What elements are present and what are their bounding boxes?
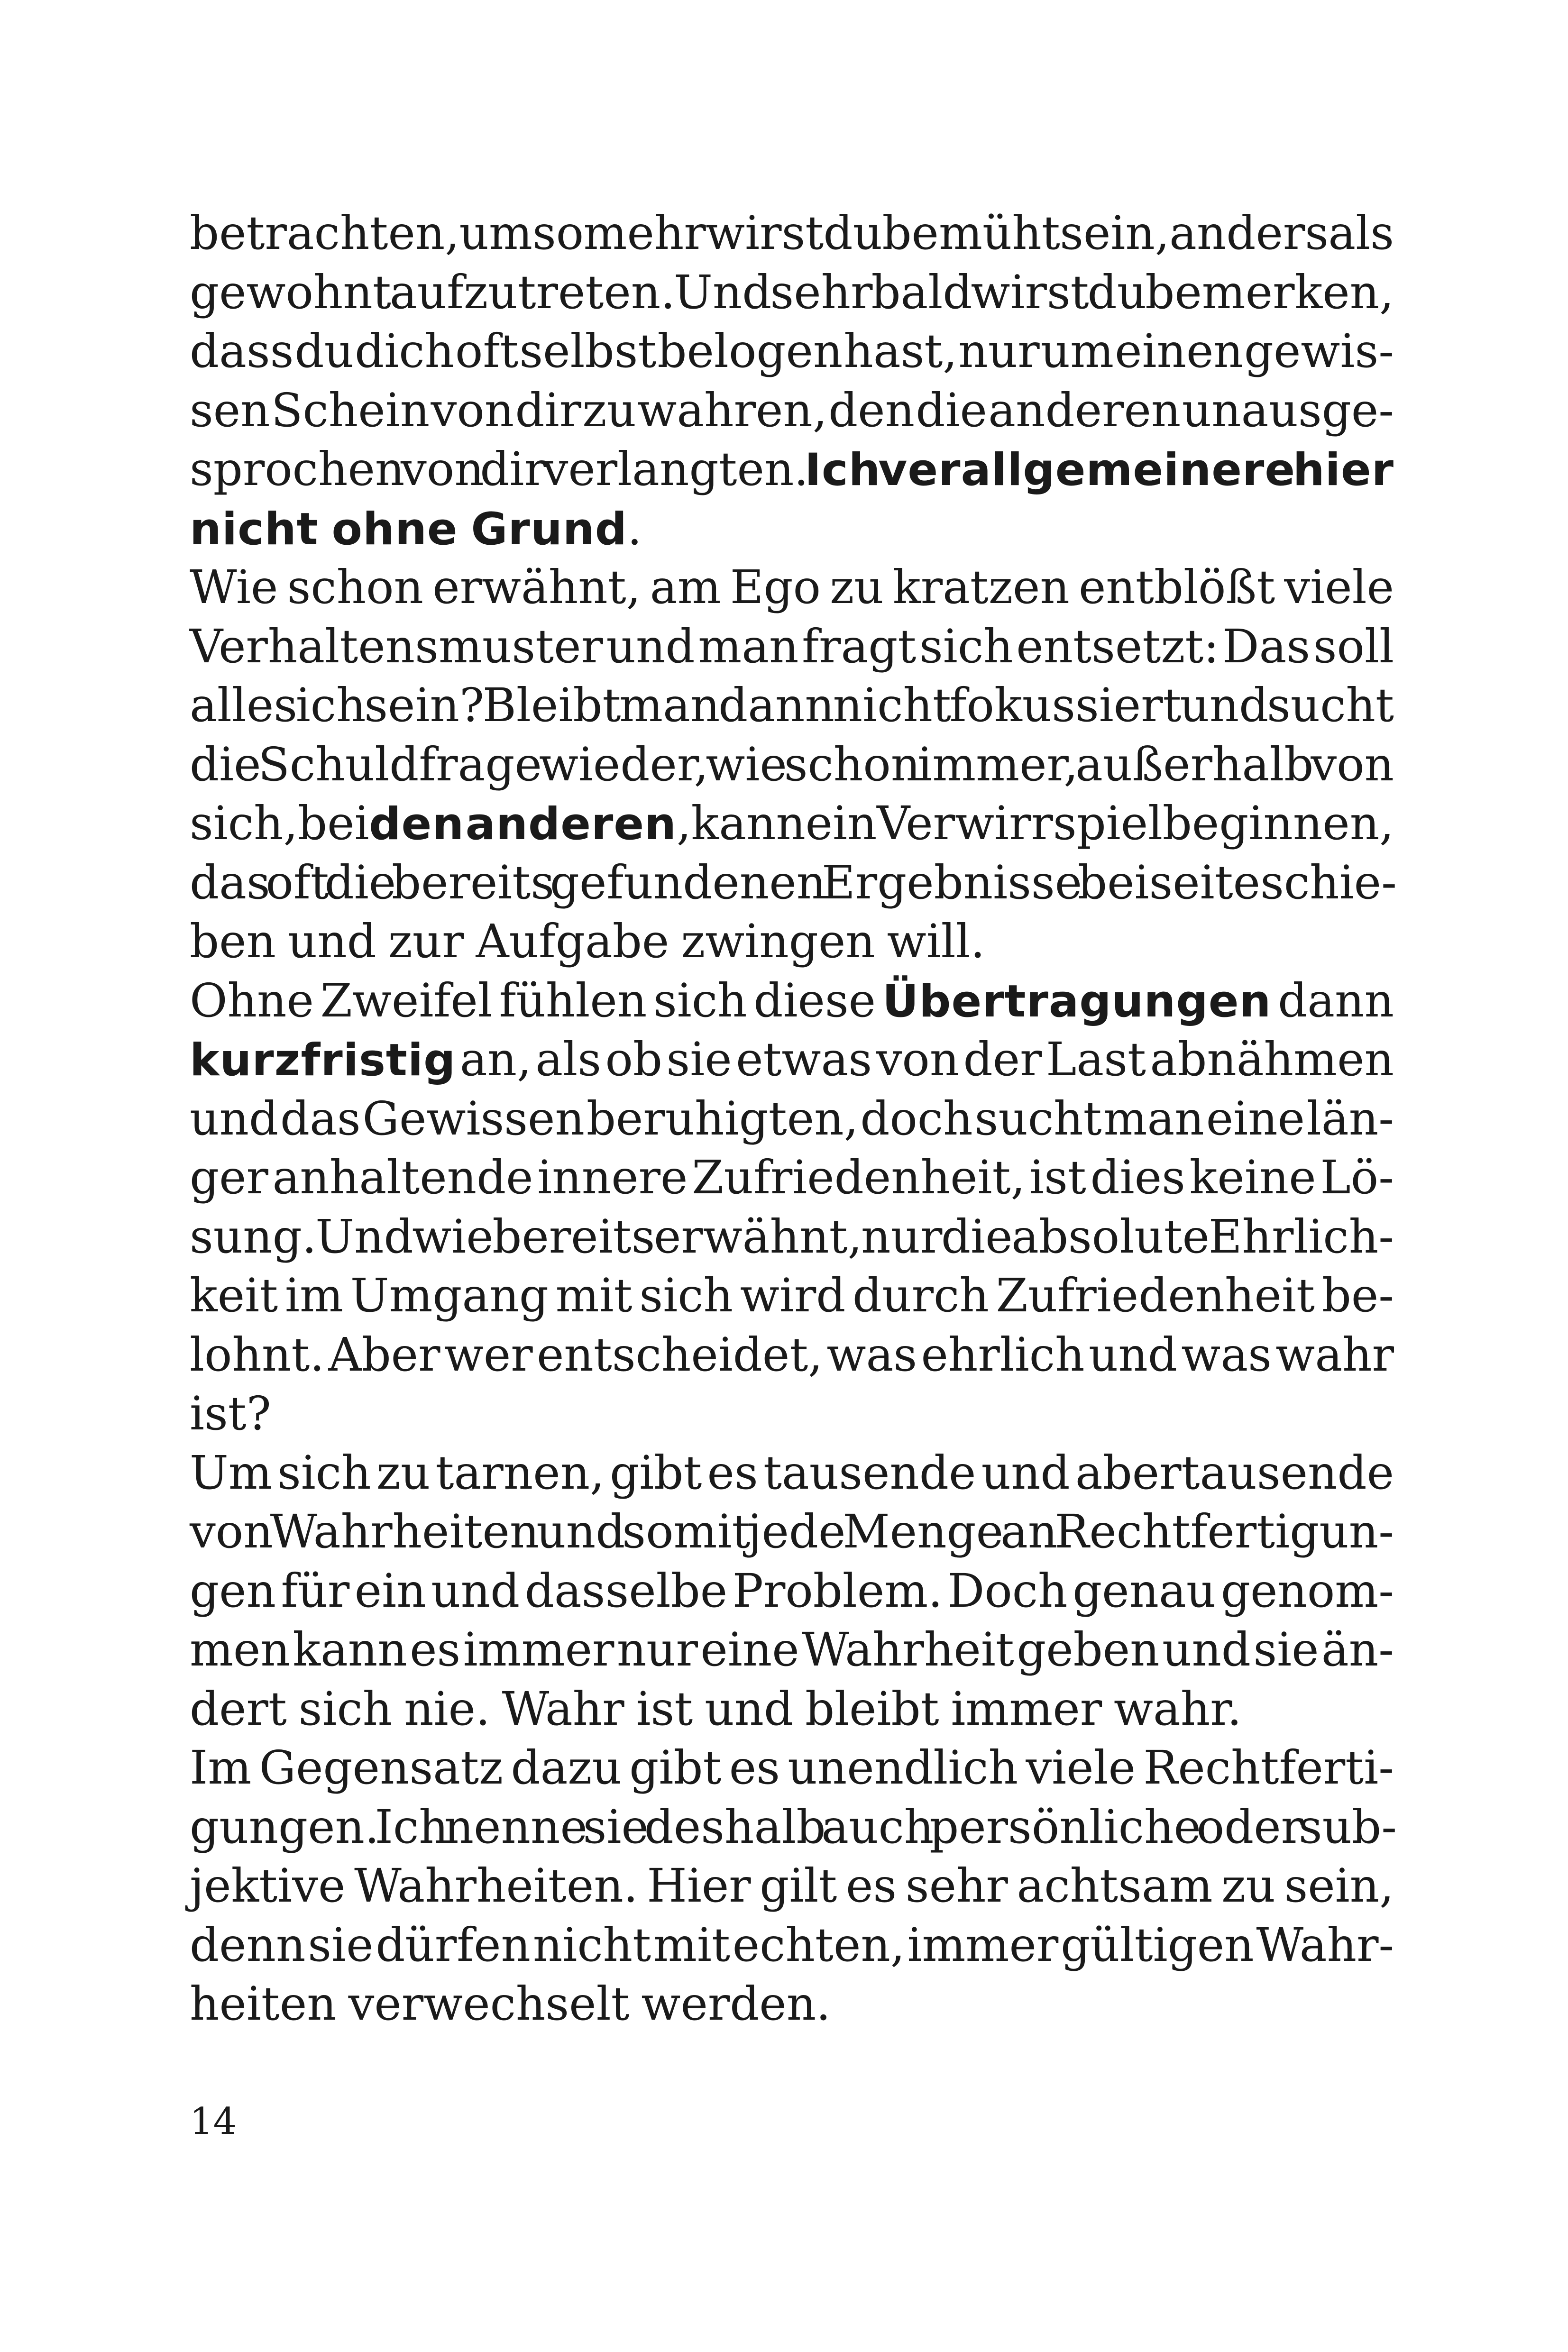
page-number: 14 [190, 2100, 237, 2143]
text-line [190, 794, 1394, 853]
text-line [190, 204, 1394, 263]
text-line [190, 1266, 1394, 1326]
bold-text-segment: den anderen [369, 798, 677, 850]
text-segment: lohnt. Aber wer entscheidet, was ehrlich und was wahr [190, 1327, 1394, 1382]
text-segment: und das Gewissen beruhigten, doch sucht man eine län- [190, 1091, 1394, 1145]
text-segment: alles ich sein? Bleibt man dann nicht fokussiert und sucht [190, 678, 1394, 732]
text-segment: gen für ein und dasselbe Problem. Doch genau genom- [190, 1564, 1394, 1618]
text-segment: sung. Und wie bereits erwähnt, nur die absolute Ehrlich- [190, 1209, 1394, 1263]
text-segment: Im Gegensatz dazu gibt es unendlich viele Rechtferti- [190, 1741, 1394, 1794]
text-line [190, 971, 1394, 1031]
text-segment: ben und zur Aufgabe zwingen will. [190, 915, 985, 968]
text-line [190, 1562, 1394, 1621]
bold-text-segment: Übertragungen [882, 975, 1272, 1027]
text-segment: Wie schon erwähnt, am Ego zu kratzen entblößt viele [190, 560, 1394, 614]
text-line [190, 853, 1397, 913]
text-segment: sich, bei [190, 796, 369, 850]
text-segment: , kann ein Verwirrspiel beginnen, [677, 796, 1394, 850]
text-segment: Um sich zu tarnen, gibt es tausende und abertausende [190, 1446, 1394, 1500]
text-segment: denn sie dürfen nicht mit echten, immer gültigen Wahr- [190, 1918, 1394, 1972]
text-line [190, 322, 1394, 381]
bold-text-segment: kurzfristig [190, 1034, 456, 1086]
text-segment: ist? [190, 1387, 271, 1440]
text-segment: Ohne Zweifel fühlen sich diese [190, 973, 882, 1027]
text-segment: von Wahrheiten und somit jede Menge an Rechtfertigun- [190, 1505, 1394, 1558]
text-segment: dert sich nie. Wahr ist und bleibt immer wahr. [190, 1682, 1242, 1736]
text-line [190, 1208, 1394, 1267]
text-segment: sen Schein von dir zu wahren, den die anderen unausge- [190, 383, 1394, 437]
text-segment: dass du dich oft selbst belogen hast, nur um einen gewis- [190, 324, 1394, 378]
text-line [190, 1916, 1394, 1975]
text-line [190, 1680, 1394, 1739]
text-segment: gungen. Ich nenne sie deshalb auch persönliche oder sub- [190, 1800, 1397, 1854]
text-line [190, 1739, 1394, 1798]
text-line [190, 1444, 1394, 1503]
text-line [190, 263, 1394, 322]
text-line [190, 558, 1394, 617]
bold-text-segment: Ich verallgemeinere hier [804, 444, 1394, 496]
text-line [190, 1089, 1394, 1149]
text-line [190, 676, 1394, 735]
text-line [190, 1857, 1394, 1916]
text-line [190, 499, 1394, 558]
text-segment: Verhaltensmuster und man fragt sich entsetzt: Das soll [190, 619, 1394, 673]
text-line [190, 1620, 1394, 1680]
text-line [190, 381, 1394, 440]
text-line [190, 440, 1394, 499]
text-segment: die Schuldfrage wieder, wie schon immer, außerhalb von [190, 737, 1394, 791]
text-segment: jektive Wahrheiten. Hier gilt es sehr achtsam zu sein, [190, 1859, 1394, 1913]
text-segment: an, als ob sie etwas von der Last abnähmen [456, 1033, 1394, 1086]
text-segment: dann [1271, 973, 1394, 1027]
text-segment: betrachten, umso mehr wirst du bemüht sein, anders als [190, 206, 1394, 260]
text-line [190, 1148, 1394, 1208]
text-line [190, 1798, 1397, 1857]
text-segment: ger anhaltende innere Zufriedenheit, ist dies keine Lö- [190, 1151, 1394, 1204]
text-line [190, 1975, 1394, 2034]
text-line [190, 1030, 1394, 1089]
text-line [190, 1502, 1394, 1562]
text-segment: heiten verwechselt werden. [190, 1977, 831, 2031]
text-segment: men kann es immer nur eine Wahrheit geben und sie än- [190, 1623, 1394, 1676]
text-line [190, 735, 1394, 795]
text-segment: keit im Umgang mit sich wird durch Zufriedenheit be- [190, 1269, 1394, 1322]
text-line [190, 1384, 1394, 1444]
body-text [190, 204, 1397, 2034]
text-line [190, 1326, 1394, 1385]
text-segment: das oft die bereits gefundenen Ergebnisse beiseiteschie- [190, 855, 1397, 909]
text-segment: . [627, 501, 642, 555]
text-line [190, 617, 1394, 677]
text-segment: gewohnt aufzutreten. Und sehr bald wirst du bemerken, [190, 265, 1394, 319]
text-line [190, 912, 1394, 971]
bold-text-segment: nicht ohne Grund [190, 503, 627, 555]
text-segment: sprochen von dir verlangten. [190, 442, 805, 496]
